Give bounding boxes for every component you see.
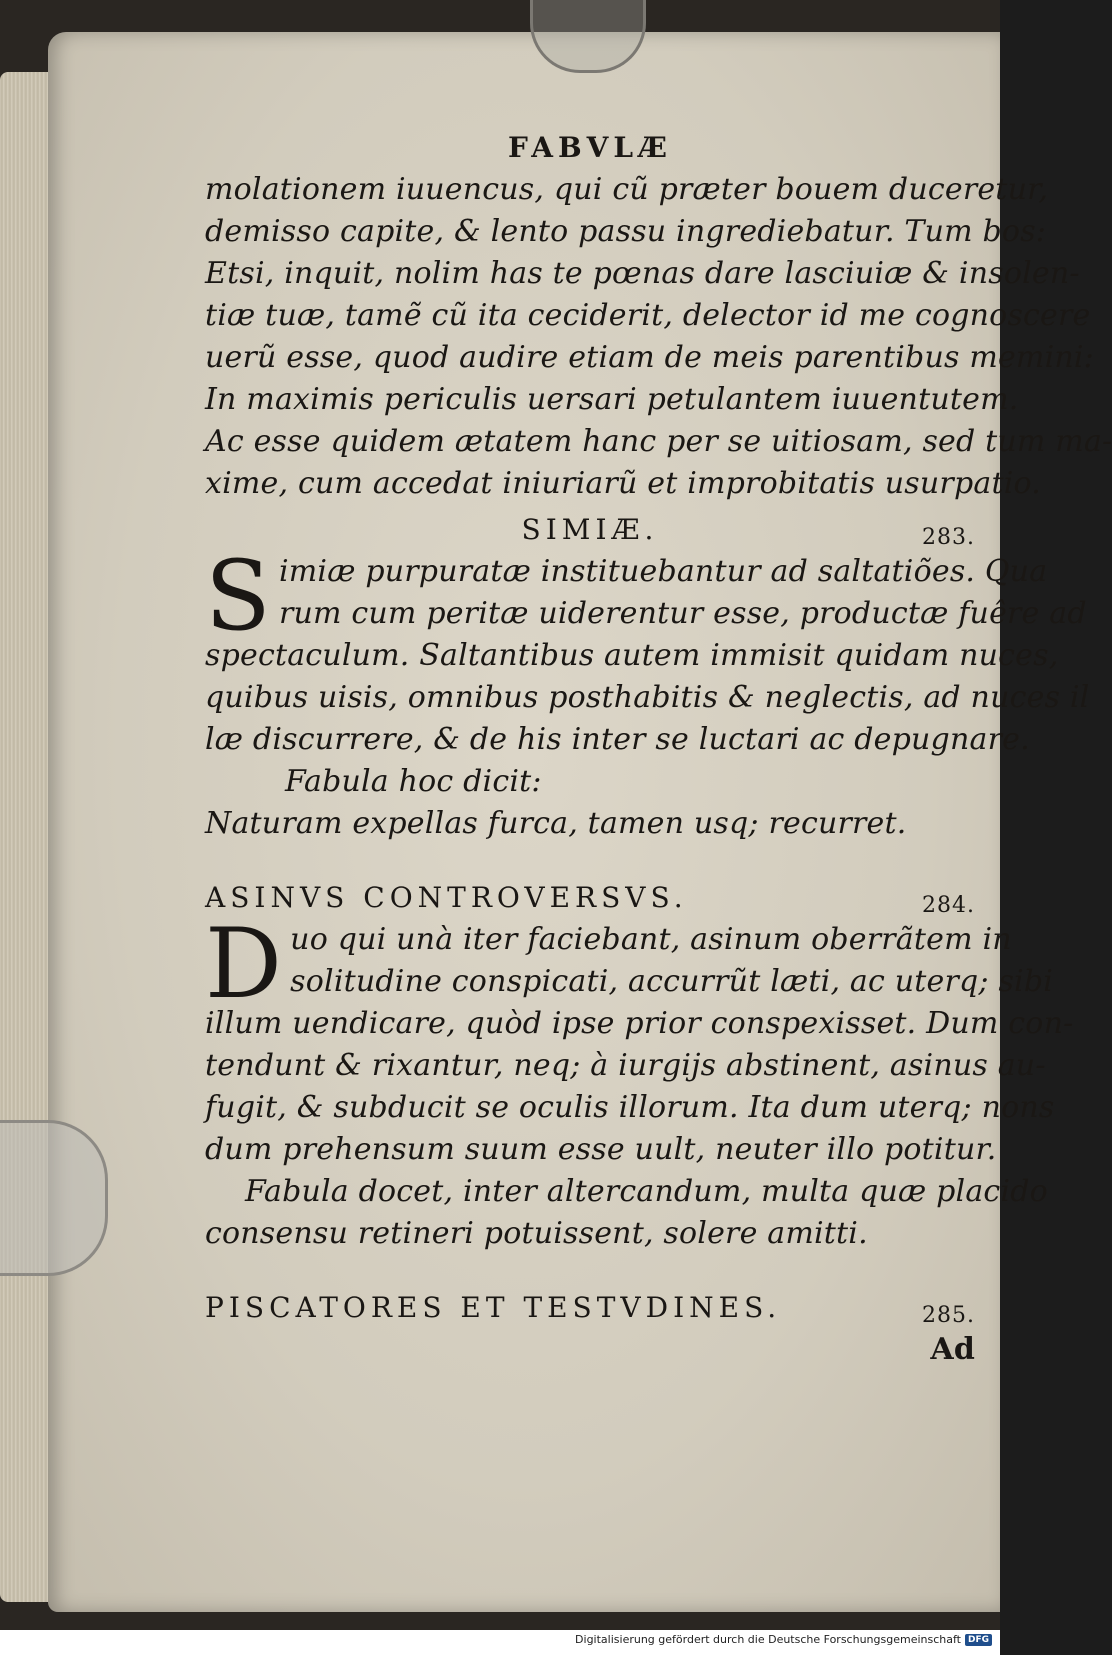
fable-285-heading [205, 1290, 975, 1326]
text-line: molationem iuuencus, qui cũ præter bouem duceretur, [205, 172, 1049, 207]
text-line: uerũ esse, quod audire etiam de meis parentibus memini: [205, 340, 1094, 375]
text-line: tiæ tuæ, tamẽ cũ ita ceciderit, delector id me cognoscere [205, 298, 1091, 333]
fable-285-title: PISCATORES ET TESTVDINES. [205, 1291, 782, 1324]
text-line: xime, cum accedat iniuriarũ et improbitatis usurpatio. [205, 466, 1041, 501]
continuation-paragraph [205, 172, 1112, 502]
catchword: Ad [930, 1332, 975, 1367]
fable-283-heading [205, 512, 975, 548]
fable-283-title: SIMIÆ. [521, 513, 659, 546]
running-head: FABVLÆ [508, 131, 672, 164]
text-line: demisso capite, & lento passu ingrediebatur. Tum bos: [205, 214, 1047, 249]
text-line: Ac esse quidem ætatem hanc per se uitiosam, sed tum ma- [205, 424, 1112, 459]
text-line: quibus uisis, omnibus posthabitis & neglectis, ad nuces il [205, 680, 1090, 715]
text-line: Etsi, inquit, nolim has te pœnas dare lasciuiæ & insolen- [205, 256, 1080, 291]
text-line: spectaculum. Saltantibus autem immisit quidam nuces, [205, 638, 1059, 673]
text-line: uo qui unà iter faciebant, asinum oberrãtem in [290, 922, 1012, 957]
text-line: læ discurrere, & de his inter se luctari ac depugnare. [205, 722, 1030, 757]
left-clip [0, 1120, 108, 1276]
fable-284-moral: consensu retineri potuissent, solere amitti. [205, 1216, 868, 1251]
spacer [205, 848, 975, 870]
text-line: fugit, & subducit se oculis illorum. Ita dum uterq; nons [205, 1090, 1055, 1125]
text-line: imiæ purpuratæ instituebantur ad saltatiões. Qua [278, 554, 1048, 589]
dropcap-d: D [205, 908, 283, 1020]
dropcap-s: S [205, 540, 271, 652]
text-line: solitudine conspicati, accurrũt læti, ac uterq; sibi [290, 964, 1054, 999]
page-text [205, 130, 1112, 1374]
fable-284-heading [205, 880, 975, 916]
text-line: tendunt & rixantur, neq; à iurgijs abstinent, asinus au- [205, 1048, 1046, 1083]
text-line: rum cum peritæ uiderentur esse, productæ fuêre ad [278, 596, 1087, 631]
spacer [205, 1258, 975, 1280]
footer-credit [575, 1633, 992, 1646]
fable-283-moral-intro: Fabula hoc dicit: [285, 764, 542, 799]
fable-284-title: ASINVS CONTROVERSVS. [205, 881, 688, 914]
fable-284-moral: Fabula docet, inter altercandum, multa quæ placido [245, 1174, 1048, 1209]
fable-284-number: 284. [922, 893, 975, 918]
fable-283-number: 283. [922, 525, 975, 550]
text-line: dum prehensum suum esse uult, neuter illo potitur. [205, 1132, 997, 1167]
text-line: illum uendicare, quòd ipse prior conspexisset. Dum con- [205, 1006, 1074, 1041]
fable-283-body [205, 540, 1090, 758]
footer-bar [0, 1630, 1000, 1655]
footer-credit-text: Digitalisierung gefördert durch die Deutsche Forschungsgemeinschaft [575, 1633, 961, 1646]
fable-285-number: 285. [922, 1303, 975, 1328]
fable-283-moral: Naturam expellas furca, tamen usq; recurret. [205, 806, 907, 841]
text-line: In maximis periculis uersari petulantem iuuentutem. [205, 382, 1019, 417]
fable-284-body [205, 908, 1074, 1168]
dfg-logo: DFG [965, 1634, 992, 1646]
